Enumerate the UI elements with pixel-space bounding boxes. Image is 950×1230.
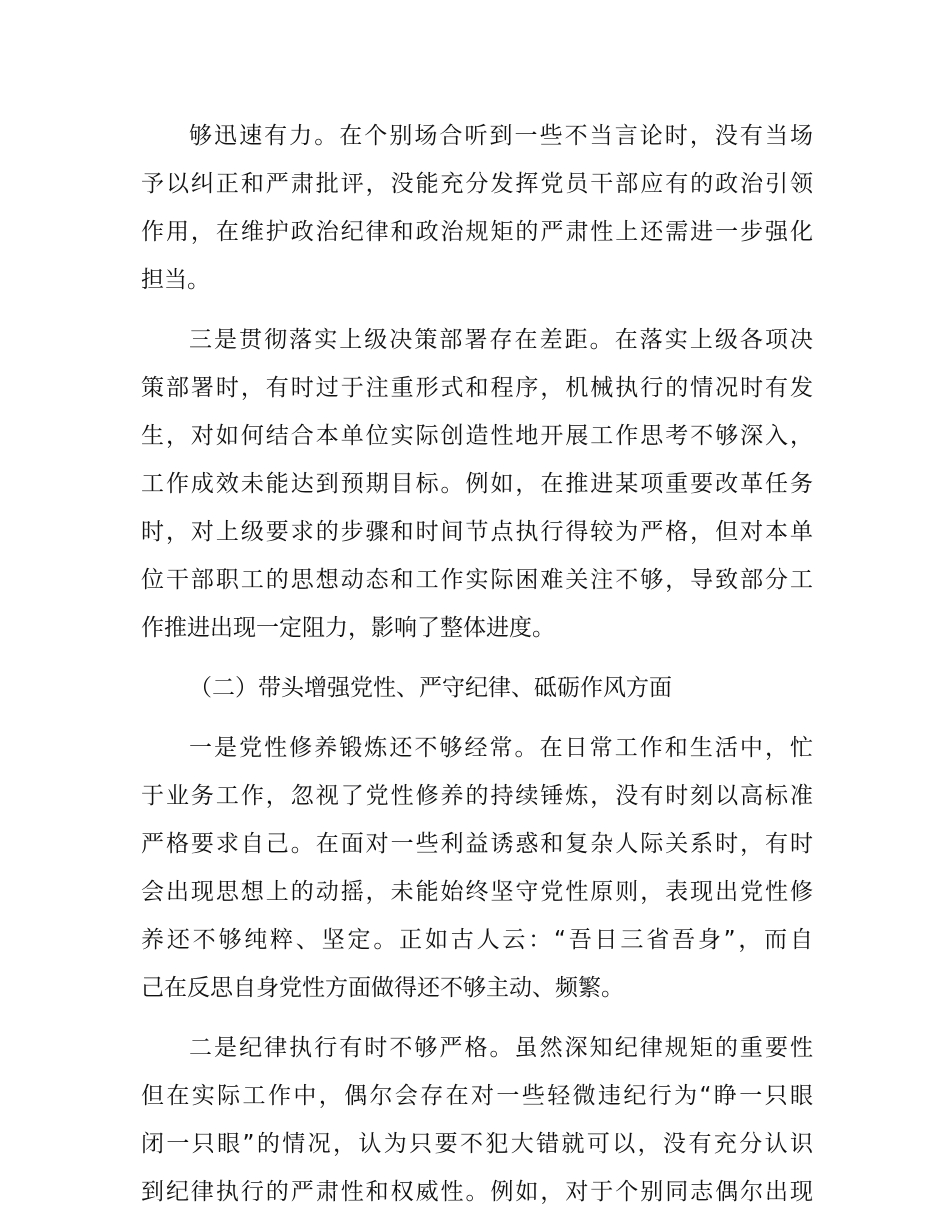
text-line: 己在反思自身党性方面做得还不够主动、频繁。 [141,975,624,1001]
text-line: 会出现思想上的动摇，未能始终坚守党性原则，表现出党性修 [141,879,813,905]
text-line: 够迅速有力。在个别场合听到一些不当言论时，没有当场 [189,123,813,149]
text-line: 作推进出现一定阻力，影响了整体进度。 [141,615,555,641]
text-line: 生，对如何结合本单位实际创造性地开展工作思考不够深入， [141,423,813,449]
text-line: 予以纠正和严肃批评，没能充分发挥党员干部应有的政治引领 [141,171,813,197]
text-line: 担当。 [141,267,210,293]
paragraph [141,1024,813,1216]
text-line: 养还不够纯粹、坚定。正如古人云：“吾日三省吾身”，而自 [141,927,813,953]
text-line: 时，对上级要求的步骤和时间节点执行得较为严格，但对本单 [141,519,813,545]
document-body [141,112,813,1216]
text-line: 严格要求自己。在面对一些利益诱惑和复杂人际关系时，有时 [141,831,813,857]
text-line: 闭一只眼”的情况，认为只要不犯大错就可以，没有充分认识 [141,1131,813,1157]
paragraph [141,724,813,1012]
text-line: 位干部职工的思想动态和工作实际困难关注不够，导致部分工 [141,567,813,593]
text-line: 一是党性修养锻炼还不够经常。在日常工作和生活中，忙 [189,735,813,761]
paragraph [141,112,813,304]
section-heading-text: （二）带头增强党性、严守纪律、砥砺作风方面 [189,675,672,701]
text-line: 于业务工作，忽视了党性修养的持续锤炼，没有时刻以高标准 [141,783,813,809]
text-line: 二是纪律执行有时不够严格。虽然深知纪律规矩的重要性 [189,1035,813,1061]
text-line: 三是贯彻落实上级决策部署存在差距。在落实上级各项决 [189,327,813,353]
text-line: 工作成效未能达到预期目标。例如，在推进某项重要改革任务 [141,471,813,497]
text-line: 作用，在维护政治纪律和政治规矩的严肃性上还需进一步强化 [141,219,813,245]
section-heading [141,664,813,712]
text-line: 策部署时，有时过于注重形式和程序，机械执行的情况时有发 [141,375,813,401]
text-line: 但在实际工作中，偶尔会存在对一些轻微违纪行为“睁一只眼 [141,1083,813,1109]
paragraph [141,316,813,652]
text-line: 到纪律执行的严肃性和权威性。例如，对于个别同志偶尔出现 [141,1179,813,1205]
